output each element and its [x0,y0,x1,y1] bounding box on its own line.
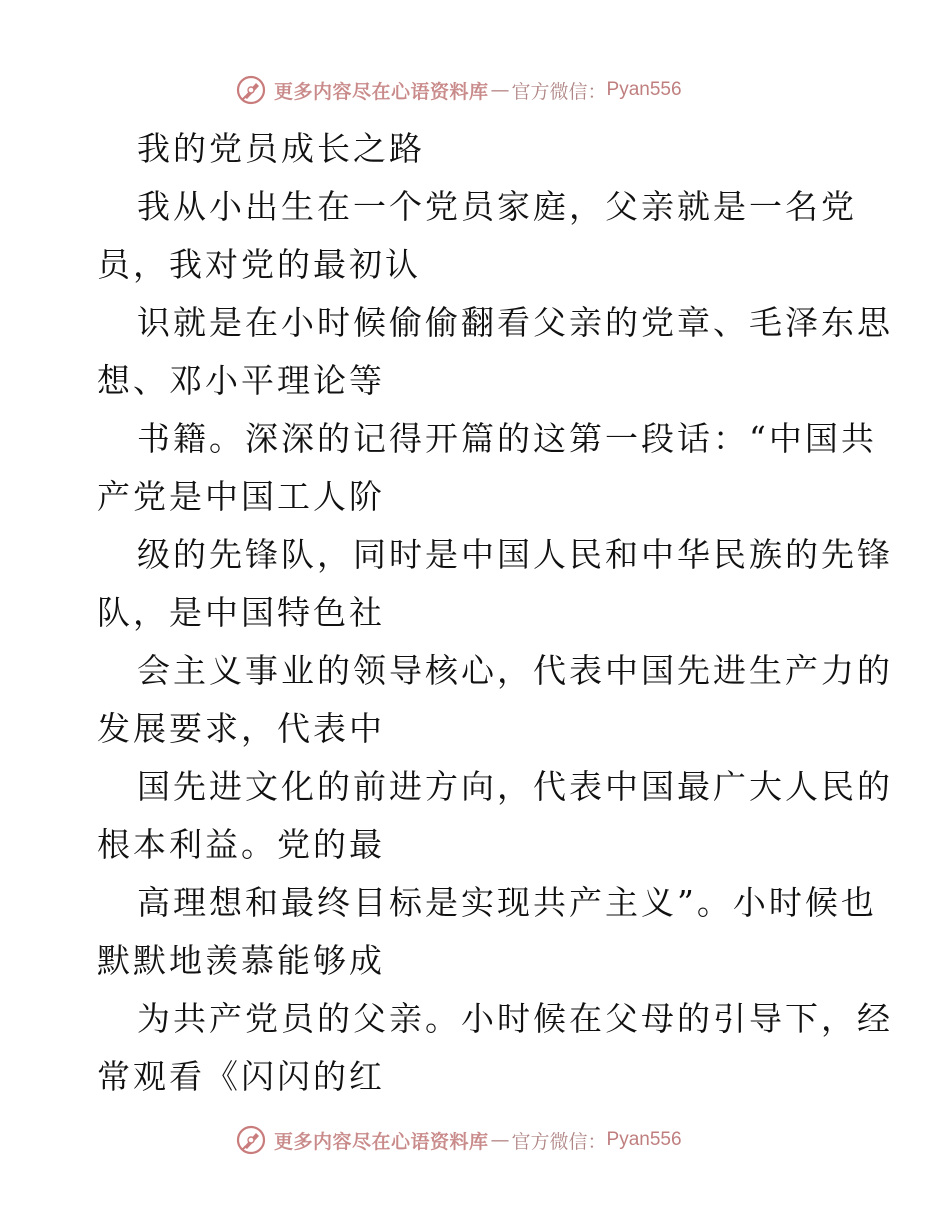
header-dash: — [490,79,510,101]
paragraph-line: 根本利益。党的最 [97,825,385,864]
paragraph-line: 队，是中国特色社 [97,593,385,632]
paragraph-line: 书籍。深深的记得开篇的这第一段话：“中国共 [137,419,877,458]
footer-dash: — [490,1129,510,1151]
paragraph-line: 级的先锋队，同时是中国人民和中华民族的先锋 [137,535,893,574]
paragraph-line: 会主义事业的领导核心，代表中国先进生产力的 [137,651,893,690]
footer-brand-text: 更多内容尽在心语资料库 [274,1130,489,1153]
footer-wechat-label: 官方微信： [511,1130,607,1153]
quill-seal-icon [236,75,266,105]
footer-banner [236,1123,756,1157]
paragraph-line: 员，我对党的最初认 [97,245,421,284]
footer-wechat-handle: Pyan556 [606,1129,682,1150]
paragraph-line: 为共产党员的父亲。小时候在父母的引导下，经 [137,999,893,1038]
document-body [97,120,893,1106]
paragraph-line: 默默地羡慕能够成 [97,941,385,980]
paragraph-line: 识就是在小时候偷偷翻看父亲的党章、毛泽东思 [137,303,893,342]
paragraph-line: 常观看《闪闪的红 [97,1057,385,1096]
document-title: 我的党员成长之路 [137,129,425,168]
header-wechat-handle: Pyan556 [606,79,682,100]
quill-seal-icon [236,1125,266,1155]
paragraph-line: 高理想和最终目标是实现共产主义”。小时候也 [137,883,877,922]
paragraph-line: 发展要求，代表中 [97,709,385,748]
paragraph-line: 产党是中国工人阶 [97,477,385,516]
paragraph-line: 想、邓小平理论等 [97,361,385,400]
header-wechat-label: 官方微信： [511,80,607,103]
paragraph-line: 我从小出生在一个党员家庭，父亲就是一名党 [137,187,857,226]
paragraph-line: 国先进文化的前进方向，代表中国最广大人民的 [137,767,893,806]
header-banner [236,73,756,107]
header-brand-text: 更多内容尽在心语资料库 [274,80,489,103]
